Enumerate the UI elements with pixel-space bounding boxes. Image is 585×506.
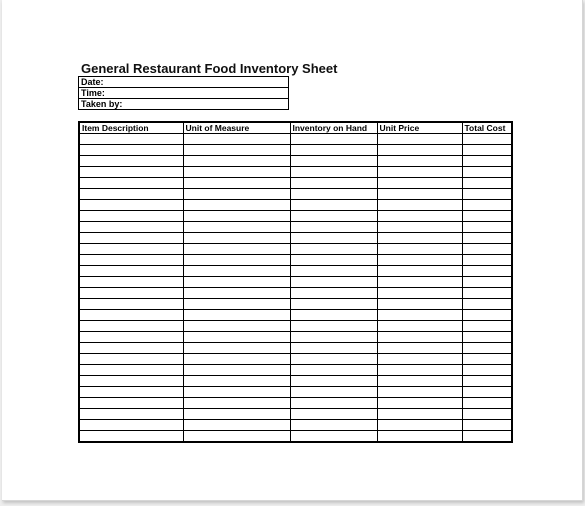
table-cell — [290, 255, 377, 266]
table-cell — [183, 310, 290, 321]
table-row — [79, 145, 512, 156]
table-cell — [79, 266, 183, 277]
table-cell — [290, 343, 377, 354]
table-cell — [290, 354, 377, 365]
table-cell — [377, 266, 462, 277]
table-cell — [462, 310, 512, 321]
table-row — [79, 266, 512, 277]
table-cell — [290, 365, 377, 376]
table-cell — [462, 431, 512, 443]
table-cell — [79, 134, 183, 145]
table-cell — [79, 409, 183, 420]
table-cell — [377, 211, 462, 222]
table-cell — [377, 343, 462, 354]
table-cell — [377, 134, 462, 145]
inventory-table — [78, 121, 513, 443]
table-cell — [462, 277, 512, 288]
table-cell — [79, 398, 183, 409]
column-header-item-description: Item Description — [79, 122, 183, 134]
table-cell — [183, 387, 290, 398]
table-cell — [290, 244, 377, 255]
column-header-unit-of-measure: Unit of Measure — [183, 122, 290, 134]
table-cell — [290, 233, 377, 244]
table-cell — [462, 365, 512, 376]
table-cell — [290, 167, 377, 178]
table-cell — [183, 376, 290, 387]
table-row — [79, 288, 512, 299]
table-cell — [377, 332, 462, 343]
table-cell — [462, 299, 512, 310]
table-cell — [79, 299, 183, 310]
table-cell — [183, 420, 290, 431]
table-cell — [377, 420, 462, 431]
table-cell — [377, 398, 462, 409]
table-cell — [462, 409, 512, 420]
table-cell — [290, 299, 377, 310]
table-cell — [79, 365, 183, 376]
table-cell — [377, 233, 462, 244]
table-row — [79, 244, 512, 255]
table-cell — [79, 200, 183, 211]
table-cell — [183, 134, 290, 145]
table-cell — [462, 255, 512, 266]
table-cell — [79, 332, 183, 343]
table-cell — [290, 310, 377, 321]
table-cell — [79, 167, 183, 178]
table-cell — [79, 343, 183, 354]
table-row — [79, 387, 512, 398]
table-row — [79, 222, 512, 233]
table-row — [79, 233, 512, 244]
table-row — [79, 211, 512, 222]
table-cell — [183, 178, 290, 189]
table-cell — [377, 277, 462, 288]
column-header-inventory-on-hand: Inventory on Hand — [290, 122, 377, 134]
table-cell — [183, 321, 290, 332]
table-row — [79, 365, 512, 376]
table-cell — [79, 288, 183, 299]
table-cell — [290, 189, 377, 200]
table-cell — [290, 420, 377, 431]
table-cell — [183, 189, 290, 200]
table-cell — [183, 266, 290, 277]
table-cell — [79, 189, 183, 200]
table-cell — [462, 343, 512, 354]
table-row — [79, 277, 512, 288]
table-row — [79, 255, 512, 266]
table-cell — [183, 167, 290, 178]
table-cell — [377, 376, 462, 387]
table-row — [79, 167, 512, 178]
table-row — [79, 189, 512, 200]
table-cell — [183, 145, 290, 156]
table-cell — [462, 387, 512, 398]
table-cell — [377, 145, 462, 156]
table-cell — [462, 178, 512, 189]
column-header-total-cost: Total Cost — [462, 122, 512, 134]
table-cell — [377, 387, 462, 398]
table-cell — [290, 222, 377, 233]
table-row — [79, 178, 512, 189]
table-cell — [377, 299, 462, 310]
table-cell — [377, 200, 462, 211]
table-cell — [377, 244, 462, 255]
table-cell — [183, 211, 290, 222]
table-cell — [377, 431, 462, 443]
table-cell — [462, 354, 512, 365]
table-cell — [462, 266, 512, 277]
table-header-row — [79, 122, 512, 134]
table-cell — [462, 145, 512, 156]
table-cell — [79, 211, 183, 222]
table-cell — [183, 332, 290, 343]
table-cell — [377, 288, 462, 299]
table-row — [79, 343, 512, 354]
table-cell — [183, 343, 290, 354]
table-cell — [377, 409, 462, 420]
table-cell — [290, 321, 377, 332]
table-cell — [377, 310, 462, 321]
table-cell — [79, 156, 183, 167]
table-cell — [183, 156, 290, 167]
taken-by-row — [79, 99, 289, 110]
table-cell — [377, 354, 462, 365]
table-cell — [290, 431, 377, 443]
table-cell — [462, 288, 512, 299]
table-cell — [377, 189, 462, 200]
table-cell — [462, 321, 512, 332]
table-cell — [79, 244, 183, 255]
table-cell — [462, 376, 512, 387]
table-cell — [79, 310, 183, 321]
table-cell — [183, 255, 290, 266]
table-cell — [79, 233, 183, 244]
table-row — [79, 431, 512, 443]
table-row — [79, 134, 512, 145]
date-label: Date: — [79, 77, 289, 88]
table-row — [79, 321, 512, 332]
table-cell — [377, 222, 462, 233]
table-cell — [462, 332, 512, 343]
taken-by-label: Taken by: — [79, 99, 289, 110]
table-cell — [462, 156, 512, 167]
table-cell — [290, 145, 377, 156]
table-cell — [462, 222, 512, 233]
table-cell — [462, 233, 512, 244]
table-cell — [79, 277, 183, 288]
table-cell — [290, 134, 377, 145]
table-cell — [183, 200, 290, 211]
table-cell — [79, 222, 183, 233]
table-cell — [290, 200, 377, 211]
table-row — [79, 398, 512, 409]
table-cell — [183, 288, 290, 299]
table-cell — [462, 420, 512, 431]
date-row — [79, 77, 289, 88]
table-row — [79, 354, 512, 365]
table-row — [79, 376, 512, 387]
table-cell — [183, 222, 290, 233]
time-row — [79, 88, 289, 99]
table-cell — [183, 431, 290, 443]
table-cell — [377, 178, 462, 189]
table-cell — [377, 167, 462, 178]
table-cell — [290, 332, 377, 343]
table-row — [79, 156, 512, 167]
table-row — [79, 332, 512, 343]
table-cell — [462, 244, 512, 255]
table-cell — [290, 398, 377, 409]
table-cell — [183, 365, 290, 376]
table-cell — [290, 178, 377, 189]
page-title: General Restaurant Food Inventory Sheet — [81, 61, 338, 76]
table-cell — [79, 354, 183, 365]
table-cell — [183, 277, 290, 288]
table-cell — [462, 211, 512, 222]
table-cell — [183, 244, 290, 255]
table-cell — [79, 178, 183, 189]
table-cell — [462, 398, 512, 409]
table-cell — [79, 376, 183, 387]
table-cell — [290, 266, 377, 277]
table-cell — [290, 156, 377, 167]
table-row — [79, 420, 512, 431]
table-cell — [79, 387, 183, 398]
table-cell — [79, 420, 183, 431]
table-cell — [377, 365, 462, 376]
table-cell — [79, 255, 183, 266]
header-fields-box — [78, 76, 289, 110]
table-cell — [79, 321, 183, 332]
table-cell — [462, 200, 512, 211]
table-cell — [79, 145, 183, 156]
table-cell — [183, 299, 290, 310]
table-cell — [290, 376, 377, 387]
table-row — [79, 299, 512, 310]
time-label: Time: — [79, 88, 289, 99]
table-cell — [183, 233, 290, 244]
table-cell — [290, 211, 377, 222]
table-cell — [183, 354, 290, 365]
table-cell — [377, 255, 462, 266]
table-cell — [290, 288, 377, 299]
inventory-table-body — [79, 134, 512, 443]
table-cell — [290, 387, 377, 398]
table-cell — [183, 409, 290, 420]
table-cell — [290, 409, 377, 420]
table-cell — [377, 156, 462, 167]
table-cell — [183, 398, 290, 409]
table-cell — [462, 167, 512, 178]
table-row — [79, 409, 512, 420]
column-header-unit-price: Unit Price — [377, 122, 462, 134]
table-cell — [79, 431, 183, 443]
table-cell — [290, 277, 377, 288]
table-row — [79, 310, 512, 321]
table-cell — [462, 189, 512, 200]
table-cell — [377, 321, 462, 332]
document-page — [2, 0, 583, 501]
table-row — [79, 200, 512, 211]
table-cell — [462, 134, 512, 145]
